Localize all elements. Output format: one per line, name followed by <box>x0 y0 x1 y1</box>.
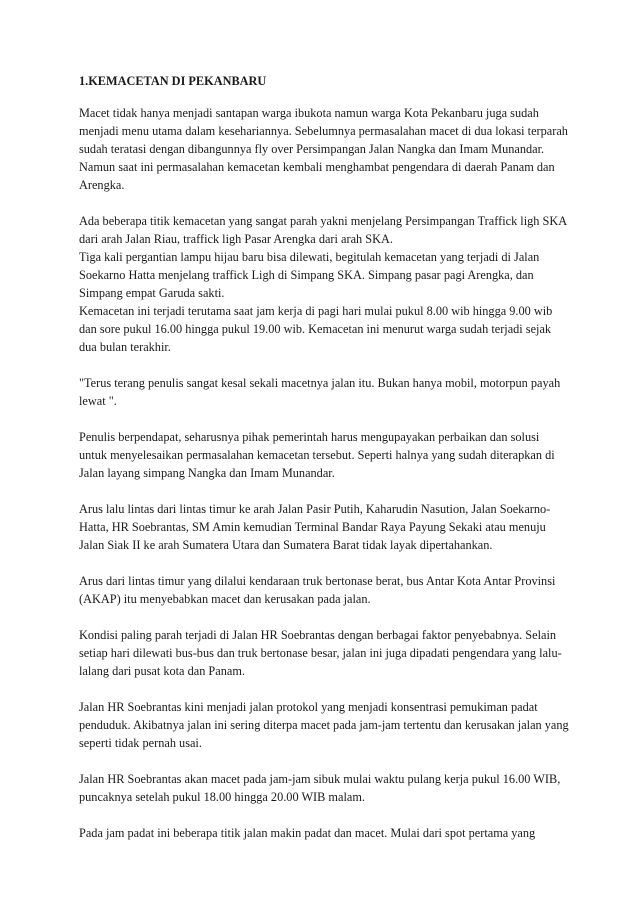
paragraph-jam-sibuk: Jalan HR Soebrantas akan macet pada jam-jam sibuk mulai waktu pulang kerja pukul 16.00 WIB, puncaknya setelah pukul 18.00 hingga 20.00 WIB malam. <box>79 772 561 804</box>
paragraph-pendapat: Penulis berpendapat, seharusnya pihak pemerintah harus mengupayakan perbaikan dan solusi untuk menyelesaikan permasalahan kemacetan tersebut. Seperti halnya yang sudah diterapkan di Jalan layang simpang Nangka dan Imam Munandar. <box>79 430 555 480</box>
paragraph-jam-kerja: Kemacetan ini terjadi terutama saat jam kerja di pagi hari mulai pukul 8.00 wib hingga 9.00 wib dan sore pukul 16.00 hingga pukul 19.00 wib. Kemacetan ini menurut warga sudah terjadi sejak dua bulan terakhir. <box>79 304 553 354</box>
document-body <box>79 60 569 842</box>
paragraph-quote: "Terus terang penulis sangat kesal sekali macetnya jalan itu. Bukan hanya mobil, motorpun payah lewat ". <box>79 376 561 408</box>
paragraph-jalan-protokol: Jalan HR Soebrantas kini menjadi jalan protokol yang menjadi konsentrasi pemukiman padat penduduk. Akibatnya jalan ini sering diterpa macet pada jam-jam tertentu dan kerusakan jalan yang seperti tidak pernah usai. <box>79 700 569 750</box>
paragraph-titik-kemacetan: Ada beberapa titik kemacetan yang sangat parah yakni menjelang Persimpangan Traffick ligh SKA dari arah Jalan Riau, traffick ligh Pasar Arengka dari arah SKA. <box>79 214 567 246</box>
paragraph-lampu-hijau: Tiga kali pergantian lampu hijau baru bisa dilewati, begitulah kemacetan yang terjadi di Jalan Soekarno Hatta menjelang traffick Ligh di Simpang SKA. Simpang pasar pagi Arengka, dan Simpang empat Garuda sakti. <box>79 250 540 300</box>
paragraph-arus-lalu-lintas: Arus lalu lintas dari lintas timur ke arah Jalan Pasir Putih, Kaharudin Nasution, Jalan Soekarno-Hatta, HR Soebrantas, SM Amin kemudian Terminal Bandar Raya Payung Sekaki atau menuju Jalan Siak II ke arah Sumatera Utara dan Sumatera Barat tidak layak dipertahankan. <box>79 502 551 552</box>
paragraph-jam-padat: Pada jam padat ini beberapa titik jalan makin padat dan macet. Mulai dari spot pertama yang <box>79 826 536 840</box>
document-title: 1.KEMACETAN DI PEKANBARU <box>79 74 267 88</box>
paragraph-kondisi-parah: Kondisi paling parah terjadi di Jalan HR Soebrantas dengan berbagai faktor penyebabnya. Selain setiap hari dilewati bus-bus dan truk bertonase besar, jalan ini juga dipadati pengendara yang lalu-lalang dari pusat kota dan Panam. <box>79 628 562 678</box>
paragraph-intro: Macet tidak hanya menjadi santapan warga ibukota namun warga Kota Pekanbaru juga sudah menjadi menu utama dalam kesehariannya. Sebelumnya permasalahan macet di dua lokasi terparah sudah teratasi dengan dibangunnya fly over Persimpangan Jalan Nangka dan Imam Munandar. Namun saat ini permasalahan kemacetan kembali menghambat pengendara di daerah Panam dan Arengka. <box>79 106 568 192</box>
paragraph-arus-timur: Arus dari lintas timur yang dilalui kendaraan truk bertonase berat, bus Antar Kota Antar Provinsi (AKAP) itu menyebabkan macet dan kerusakan pada jalan. <box>79 574 556 606</box>
